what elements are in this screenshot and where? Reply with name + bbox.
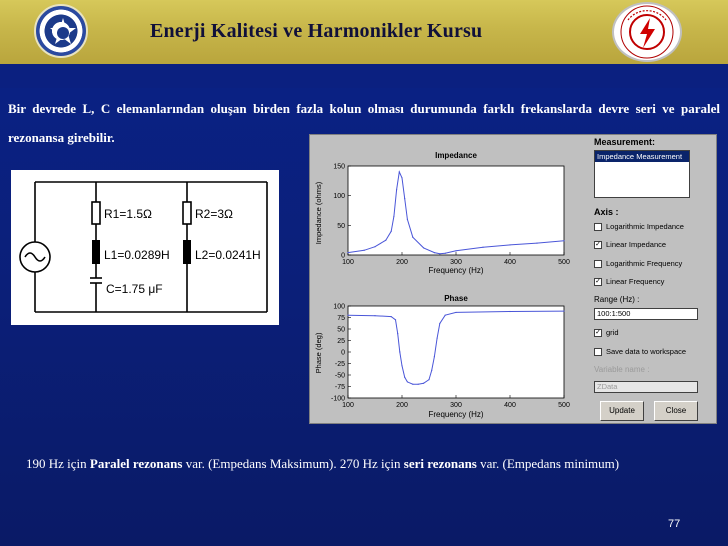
impedance-xlabel: Frequency (Hz) xyxy=(428,266,484,275)
data-point xyxy=(391,316,392,317)
phase-title: Phase xyxy=(444,294,468,303)
y-tick-label: 25 xyxy=(337,338,345,345)
y-tick-label: -25 xyxy=(334,361,345,368)
caption-series-resonance: seri rezonans xyxy=(403,456,477,471)
data-point xyxy=(439,253,440,254)
range-label: Range (Hz) : xyxy=(594,295,640,304)
r2-label: R2=3Ω xyxy=(195,207,233,221)
header-divider xyxy=(0,64,728,88)
update-button[interactable]: Update xyxy=(600,401,644,421)
matlab-gui-window xyxy=(309,134,717,424)
data-point xyxy=(434,252,435,253)
data-point xyxy=(445,253,446,254)
page-number: 77 xyxy=(668,518,681,530)
data-point xyxy=(563,240,564,241)
range-input[interactable]: 100:1:500 xyxy=(594,308,698,320)
l1-label: L1=0.0289H xyxy=(104,248,170,262)
logarithmic-frequency-checkbox[interactable] xyxy=(594,260,602,268)
data-point xyxy=(393,216,394,217)
x-tick-label: 300 xyxy=(450,259,462,266)
c-label: C=1.75 μF xyxy=(106,282,163,296)
x-tick-label: 500 xyxy=(558,259,570,266)
x-tick-label: 200 xyxy=(396,259,408,266)
data-point xyxy=(428,379,429,380)
variable-name-label: Variable name : xyxy=(594,365,650,374)
data-point xyxy=(347,315,348,316)
data-point xyxy=(563,310,564,311)
impedance-axes xyxy=(348,166,564,255)
data-point xyxy=(395,319,396,320)
x-tick-label: 200 xyxy=(396,402,408,409)
data-point xyxy=(404,198,405,199)
data-point xyxy=(391,231,392,232)
data-point xyxy=(439,323,440,324)
data-point xyxy=(401,365,402,366)
y-tick-label: 50 xyxy=(337,326,345,334)
data-point xyxy=(412,237,413,238)
slide-title: Enerji Kalitesi ve Harmonikler Kursu xyxy=(150,20,483,42)
variable-name-input[interactable]: ZData xyxy=(594,381,698,393)
measurement-label: Measurement: xyxy=(594,137,656,147)
data-point xyxy=(397,333,398,334)
linear-impedance-label: Linear Impedance xyxy=(606,240,667,249)
data-point xyxy=(404,377,405,378)
x-tick-label: 100 xyxy=(342,259,354,266)
y-tick-label: -75 xyxy=(334,384,345,391)
grid-checkbox[interactable]: ✓ xyxy=(595,329,601,336)
axis-label: Axis : xyxy=(594,207,619,217)
caption-text-1: 190 Hz için xyxy=(26,456,90,471)
data-point xyxy=(407,219,408,220)
university-logo-icon xyxy=(34,4,88,58)
close-button[interactable]: Close xyxy=(654,401,698,421)
x-tick-label: 100 xyxy=(342,402,354,409)
y-tick-label: 75 xyxy=(337,315,345,322)
y-tick-label: 100 xyxy=(333,193,345,201)
x-tick-label: 500 xyxy=(558,402,570,409)
plot-area xyxy=(310,135,590,425)
l2-label: L2=0.0241H xyxy=(195,248,261,262)
data-point xyxy=(347,252,348,253)
data-point xyxy=(423,383,424,384)
phase-xlabel: Frequency (Hz) xyxy=(428,410,484,419)
data-point xyxy=(455,312,456,313)
data-point xyxy=(434,356,435,357)
phase-ylabel: Phase (deg) xyxy=(314,332,323,374)
grid-label: grid xyxy=(606,328,619,337)
data-point xyxy=(399,351,400,352)
circuit-diagram xyxy=(11,170,279,325)
measurement-listbox[interactable] xyxy=(594,150,690,198)
y-tick-label: -50 xyxy=(334,372,345,380)
teias-logo-icon xyxy=(612,2,682,62)
data-point xyxy=(407,381,408,382)
caption-text-2: var. (Empedans Maksimum). 270 Hz için xyxy=(182,456,404,471)
data-point xyxy=(445,315,446,316)
logarithmic-frequency-label: Logarithmic Frequency xyxy=(606,259,683,268)
data-point xyxy=(374,315,375,316)
logarithmic-impedance-checkbox[interactable] xyxy=(594,223,602,231)
y-tick-label: 0 xyxy=(341,252,345,260)
logarithmic-impedance-label: Logarithmic Impedance xyxy=(606,222,684,231)
phase-axes xyxy=(348,306,564,398)
data-point xyxy=(509,311,510,312)
y-tick-label: 100 xyxy=(333,303,345,311)
data-point xyxy=(399,171,400,172)
data-point xyxy=(455,250,456,251)
caption-text-3: var. (Empedans minimum) xyxy=(476,456,620,471)
data-point xyxy=(482,247,483,248)
impedance-ylabel: Impedance (ohms) xyxy=(314,181,323,245)
slide-caption xyxy=(26,454,706,474)
y-tick-label: 150 xyxy=(333,163,345,171)
data-point xyxy=(437,338,438,339)
data-point xyxy=(423,247,424,248)
x-tick-label: 300 xyxy=(450,402,462,409)
data-point xyxy=(401,177,402,178)
r1-label: R1=1.5Ω xyxy=(104,207,152,221)
caption-parallel-resonance: Paralel rezonans xyxy=(89,456,183,471)
data-point xyxy=(396,189,397,190)
data-point xyxy=(374,246,375,247)
save-data-label: Save data to workspace xyxy=(606,347,687,356)
slide-description: Bir devrede L, C elemanlarından oluşan birden fazla kolun olması durumunda farklı frekanslarda devre seri ve paralel rezonansa girebilir. xyxy=(8,101,720,145)
data-point xyxy=(431,370,432,371)
y-tick-label: 0 xyxy=(341,349,345,357)
x-tick-label: 400 xyxy=(504,402,516,409)
header-bar xyxy=(0,0,728,64)
save-data-checkbox[interactable] xyxy=(594,348,602,356)
linear-frequency-label: Linear Frequency xyxy=(606,277,665,286)
linear-impedance-checkbox[interactable]: ✓ xyxy=(595,241,601,248)
y-tick-label: -100 xyxy=(330,395,345,403)
control-panel xyxy=(594,135,718,425)
measurement-selected-item[interactable]: Impedance Measurement xyxy=(595,151,689,162)
data-point xyxy=(385,240,386,241)
data-point xyxy=(364,250,365,251)
data-point xyxy=(418,384,419,385)
data-point xyxy=(412,384,413,385)
impedance-title: Impedance xyxy=(435,151,477,160)
linear-frequency-checkbox[interactable]: ✓ xyxy=(595,278,601,285)
data-point xyxy=(509,244,510,245)
y-tick-label: 50 xyxy=(337,222,345,230)
x-tick-label: 400 xyxy=(504,259,516,266)
data-point xyxy=(536,243,537,244)
